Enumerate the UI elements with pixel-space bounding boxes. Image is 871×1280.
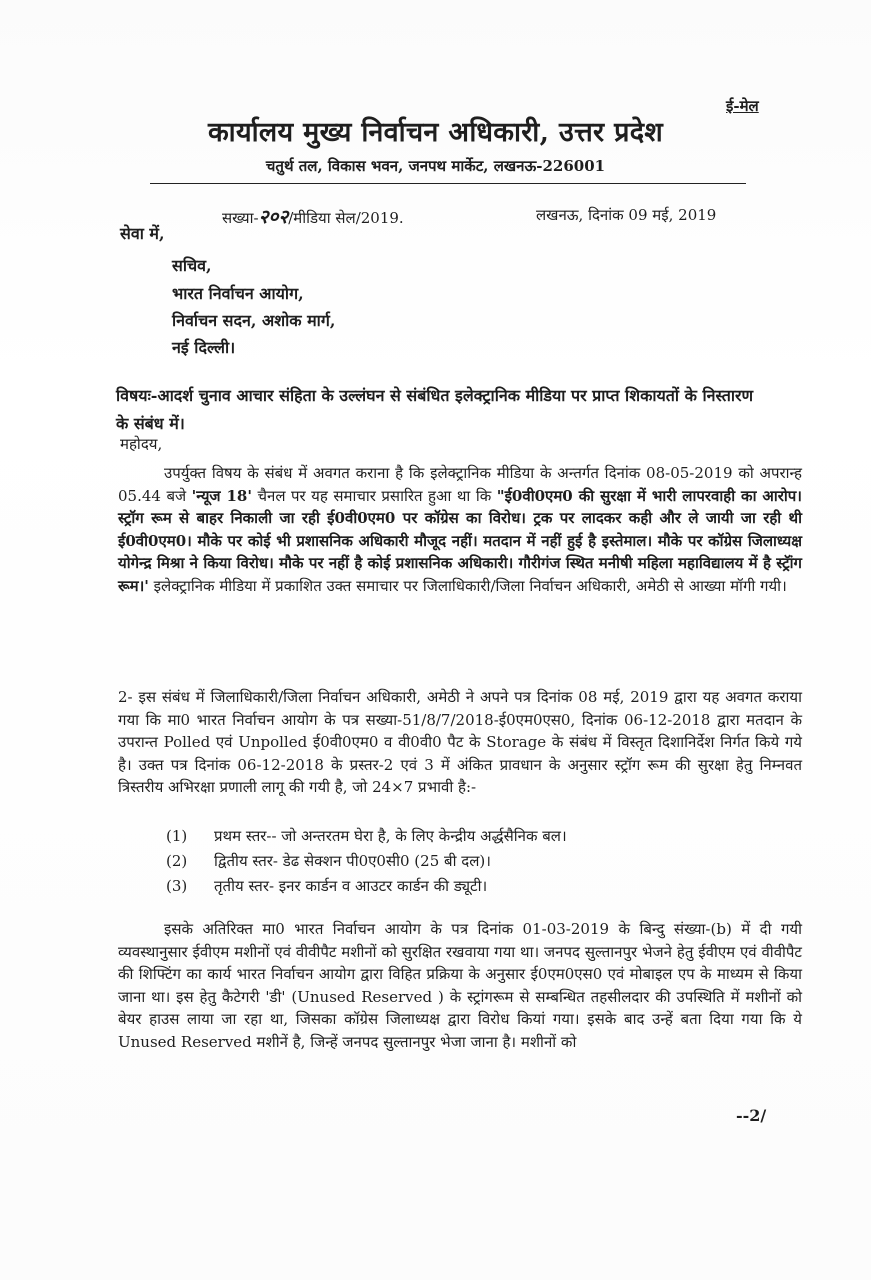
addressee-line: भारत निर्वाचन आयोग, [172,284,304,303]
list-number: (1) [166,827,188,845]
reference-prefix: सख्या- [222,209,259,227]
paragraph-2: 2- इस संबंध में जिलाधिकारी/जिला निर्वाचन अधिकारी, अमेठी ने अपने पत्र दिनांक 08 मई, 2019 द्वारा यह अवगत कराया गया कि मा0 भारत निर्वाचन आयोग के पत्र सख्या-51/8/7/2018-ई0एम0एस0, दिनांक 06-12-2018 द्वारा मतदान के उपरान्त Polled एवं Unpolled ई0वी0एम0 व वी0वी0 पैट के Storage के संबंध में विस्तृत दिशानिर्देश निर्गत किये गये है। उक्त पत्र दिनांक 06-12-2018 के प्रस्तर-2 एवं 3 में अंकित प्रावधान के अनुसार स्ट्रॉग रूम की सुरक्षा हेतु निम्नवत त्रिस्तरीय अभिरक्षा प्रणाली लागू की गयी है, जो 24×7 प्रभावी है:- [118,688,802,796]
office-address: चतुर्थ तल, विकास भवन, जनपथ मार्केट, लखनऊ-226001 [265,157,606,175]
list-text: प्रथम स्तर-- जो अन्तरतम घेरा है, के लिए केन्द्रीय अर्द्धसैनिक बल। [214,827,567,845]
list-number: (2) [166,852,188,870]
addressee-line: सचिव, [172,256,212,275]
email-tag: ई-मेल [726,97,759,115]
paragraph-1 [118,462,802,597]
news-quote: "ई0वी0एम0 की सुरक्षा में भारी लापरवाही का आरोप। स्ट्रॉग रूम से बाहर निकाली जा रही ई0वी0एम0 पर कॉग्रेस का विरोध। ट्रक पर लादकर कही और ले जायी जा रही थी ई0वी0एम0। मौके पर कोई भी प्रशासनिक अधिकारी मौजूद नहीं। मतदान में नहीं हुई है इस्तेमाल। मौके पर कॉग्रेस जिलाध्यक्ष योगेन्द्र मिश्रा ने किया विरोध। मौके पर नहीं है कोई प्रशासनिक अधिकारी। गौरीगंज स्थित मनीषी महिला महाविद्यालय में है स्ट्रॅांग रूम।' [118,486,802,595]
reference-handwritten-number: २०२ [258,206,289,228]
security-level-item [166,876,487,896]
continued-page-marker: --2/ [736,1106,767,1125]
security-level-item [166,826,567,846]
list-number: (3) [166,877,188,895]
list-text: द्वितीय स्तर- डेढ सेक्शन पी0ए0सी0 (25 बी दल)। [214,852,491,870]
header-divider [150,183,746,184]
greeting: महोदय, [120,435,163,453]
para1-intro: उपर्युक्त विषय के संबंध में अवगत कराना है कि इलेक्ट्रानिक मीडिया के अन्तर्गत दिनांक 08-05-2019 को अपरान्ह 05.44 बजे [118,464,802,505]
addressee-line: नई दिल्ली। [172,338,236,357]
list-text: तृतीय स्तर- इनर कार्डन व आउटर कार्डन की ड्यूटी। [214,877,488,895]
addressee-line: निर्वाचन सदन, अशोक मार्ग, [172,311,336,330]
office-title: कार्यालय मुख्य निर्वाचन अधिकारी, उत्तर प्रदेश [207,117,664,148]
reference-suffix: /मीडिया सेल/2019. [288,209,404,227]
reference-number [222,203,404,229]
para1-end: इलेक्ट्रानिक मीडिया में प्रकाशित उक्त समाचार पर जिलाधिकारी/जिला निर्वाचन अधिकारी, अमेठी से आख्या मॉगी गयी। [148,576,787,595]
place-date: लखनऊ, दिनांक 09 मई, 2019 [536,206,717,224]
security-level-item [166,851,491,871]
subject: विषयः-आदर्श चुनाव आचार संहिता के उल्लंघन से संबंधित इलेक्ट्रानिक मीडिया पर प्राप्त शिकायतों के निस्तारण के संबंध में। [116,386,754,433]
para1-middle: चैनल पर यह समाचार प्रसारित हुआ था कि [251,486,497,505]
paragraph-3: इसके अतिरिक्त मा0 भारत निर्वाचन आयोग के पत्र दिनांक 01-03-2019 के बिन्दु संख्या-(b) में दी गयी व्यवस्थानुसार ईवीएम मशीनों एवं वीवीपैट मशीनों को सुरक्षित रखवाया गया था। जनपद सुल्तानपुर भेजने हेतु ईवीएम एवं वीवीपैट की शिफ्टिंग का कार्य भारत निर्वाचन आयोग द्वारा विहित प्रक्रिया के अनुसार ई0एम0एस0 एवं मोबाइल एप के माध्यम से किया जाना था। इस हेतु कैटेगरी 'डी' (Unused Reserved ) के स्ट्रांगरूम से सम्बन्धित तहसीलदार की उपस्थिति में मशीनों को बेयर हाउस लाया जा रहा था, जिसका कॉग्रेस जिलाध्यक्ष द्वारा विरोध कियां गया। इसके बाद उन्हें बता दिया गया कि ये Unused Reserved मशीनें है, जिन्हें जनपद सुल्तानपुर भेजा जाना है। मशीनों को [118,920,802,1051]
salutation-to: सेवा में, [120,224,165,243]
channel-name: 'न्यूज 18' [191,486,252,505]
